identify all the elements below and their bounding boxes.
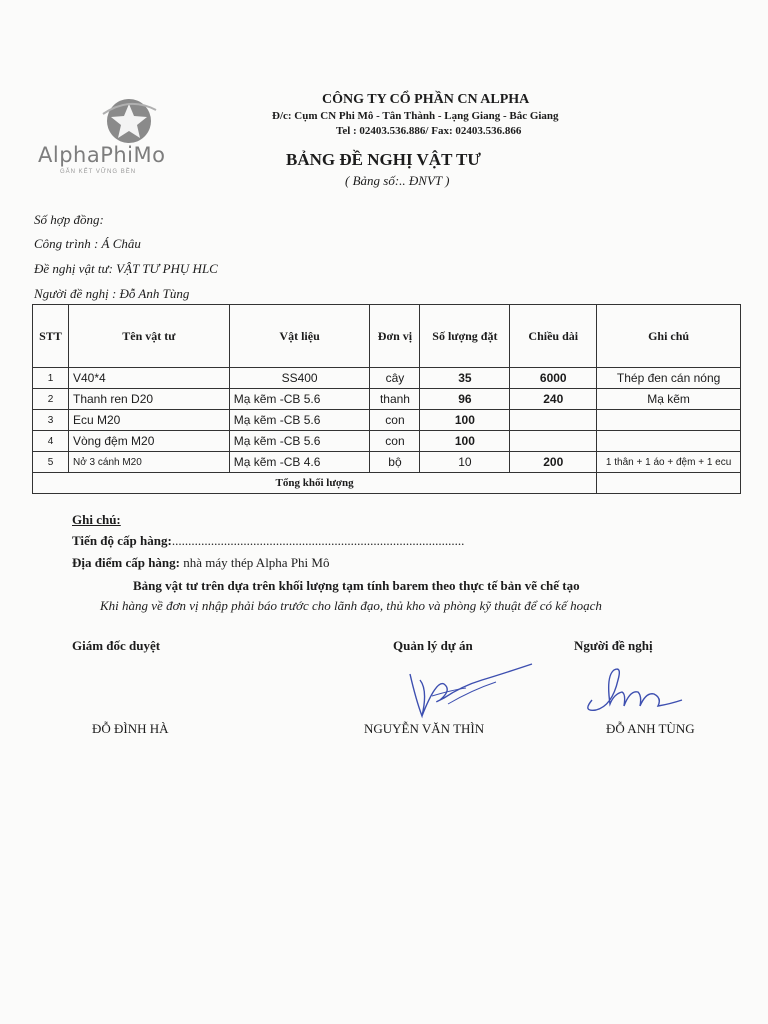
header-length: Chiều dài <box>510 305 597 368</box>
cell-note <box>597 410 741 431</box>
header-qty: Số lượng đặt <box>420 305 510 368</box>
cell-name: Thanh ren D20 <box>68 389 229 410</box>
project-manager-signature-icon <box>392 660 542 720</box>
cell-material: Mạ kẽm -CB 5.6 <box>229 431 370 452</box>
cell-stt: 5 <box>33 452 69 473</box>
company-phone: Tel : 02403.536.886/ Fax: 02403.536.866 <box>336 125 522 137</box>
cell-material: Mạ kẽm -CB 4.6 <box>229 452 370 473</box>
table-total-row <box>33 473 741 494</box>
cell-note: 1 thân + 1 áo + đệm + 1 ecu <box>597 452 741 473</box>
director-role: Giám đốc duyệt <box>72 638 161 653</box>
document-title: BẢNG ĐỀ NGHỊ VẬT TƯ <box>286 150 481 169</box>
document-number: ( Bảng số:.. ĐNVT ) <box>345 173 450 188</box>
project-manager-role: Quản lý dự án <box>393 638 473 653</box>
logo-name: AlphaPhiMo <box>38 143 166 167</box>
project-line: Công trình : Á Châu <box>34 236 141 251</box>
location-line <box>72 555 329 571</box>
company-address: Đ/c: Cụm CN Phi Mô - Tân Thành - Lạng Giang - Bắc Giang <box>272 110 559 122</box>
location-label: Địa điểm cấp hàng: <box>72 555 180 570</box>
schedule-label: Tiến độ cấp hàng: <box>72 533 172 548</box>
cell-qty: 10 <box>420 452 510 473</box>
cell-qty: 100 <box>420 410 510 431</box>
requester-signature-icon <box>578 660 688 720</box>
director-name: ĐỖ ĐÌNH HÀ <box>92 721 169 736</box>
cell-unit: thanh <box>370 389 420 410</box>
location-value: nhà máy thép Alpha Phi Mô <box>179 555 330 570</box>
cell-qty: 96 <box>420 389 510 410</box>
total-note-cell <box>597 473 741 494</box>
header-name: Tên vật tư <box>68 305 229 368</box>
requester-line: Người đề nghị : Đỗ Anh Tùng <box>34 286 190 301</box>
cell-material: Mạ kẽm -CB 5.6 <box>229 410 370 431</box>
cell-qty: 100 <box>420 431 510 452</box>
requester-role: Người đề nghị <box>574 638 653 653</box>
table-row <box>33 410 741 431</box>
cell-length <box>510 410 597 431</box>
header-stt: STT <box>33 305 69 368</box>
company-logo-icon <box>98 96 160 146</box>
table-row <box>33 452 741 473</box>
total-label: Tổng khối lượng <box>33 473 597 494</box>
delivery-reminder: Khi hàng về đơn vị nhập phải báo trước cho lãnh đạo, thủ kho và phòng kỹ thuật để có kế hoạch <box>100 598 602 613</box>
cell-material: SS400 <box>229 368 370 389</box>
barem-statement: Bảng vật tư trên dựa trên khối lượng tạm tính barem theo thực tế bản vẽ chế tạo <box>133 578 580 593</box>
request-line: Đề nghị vật tư: VẬT TƯ PHỤ HLC <box>34 261 218 276</box>
cell-unit: con <box>370 431 420 452</box>
cell-name: Vòng đệm M20 <box>68 431 229 452</box>
notes-heading: Ghi chú: <box>72 512 121 527</box>
cell-stt: 1 <box>33 368 69 389</box>
cell-unit: bộ <box>370 452 420 473</box>
header-note: Ghi chú <box>597 305 741 368</box>
cell-note: Thép đen cán nóng <box>597 368 741 389</box>
cell-name: V40*4 <box>68 368 229 389</box>
cell-length: 240 <box>510 389 597 410</box>
logo-tagline: GẮN KẾT VỮNG BỀN <box>60 169 137 175</box>
table-row <box>33 389 741 410</box>
cell-qty: 35 <box>420 368 510 389</box>
cell-stt: 3 <box>33 410 69 431</box>
schedule-line <box>72 533 464 549</box>
cell-name: Ecu M20 <box>68 410 229 431</box>
cell-stt: 4 <box>33 431 69 452</box>
cell-length: 6000 <box>510 368 597 389</box>
cell-material: Mạ kẽm -CB 5.6 <box>229 389 370 410</box>
cell-unit: con <box>370 410 420 431</box>
table-row <box>33 431 741 452</box>
cell-length: 200 <box>510 452 597 473</box>
company-name: CÔNG TY CỔ PHẦN CN ALPHA <box>322 92 530 107</box>
contract-line: Số hợp đồng: <box>34 212 104 227</box>
cell-unit: cây <box>370 368 420 389</box>
schedule-value: .......................................................................................... <box>171 533 465 548</box>
cell-stt: 2 <box>33 389 69 410</box>
header-unit: Đơn vị <box>370 305 420 368</box>
materials-table <box>32 304 741 494</box>
cell-note <box>597 431 741 452</box>
project-manager-name: NGUYỄN VĂN THÌN <box>364 721 485 736</box>
cell-name: Nở 3 cánh M20 <box>68 452 229 473</box>
header-material: Vật liệu <box>229 305 370 368</box>
table-row <box>33 368 741 389</box>
table-header-row <box>33 305 741 368</box>
cell-length <box>510 431 597 452</box>
requester-name: ĐỖ ANH TÙNG <box>606 721 695 736</box>
cell-note: Mạ kẽm <box>597 389 741 410</box>
